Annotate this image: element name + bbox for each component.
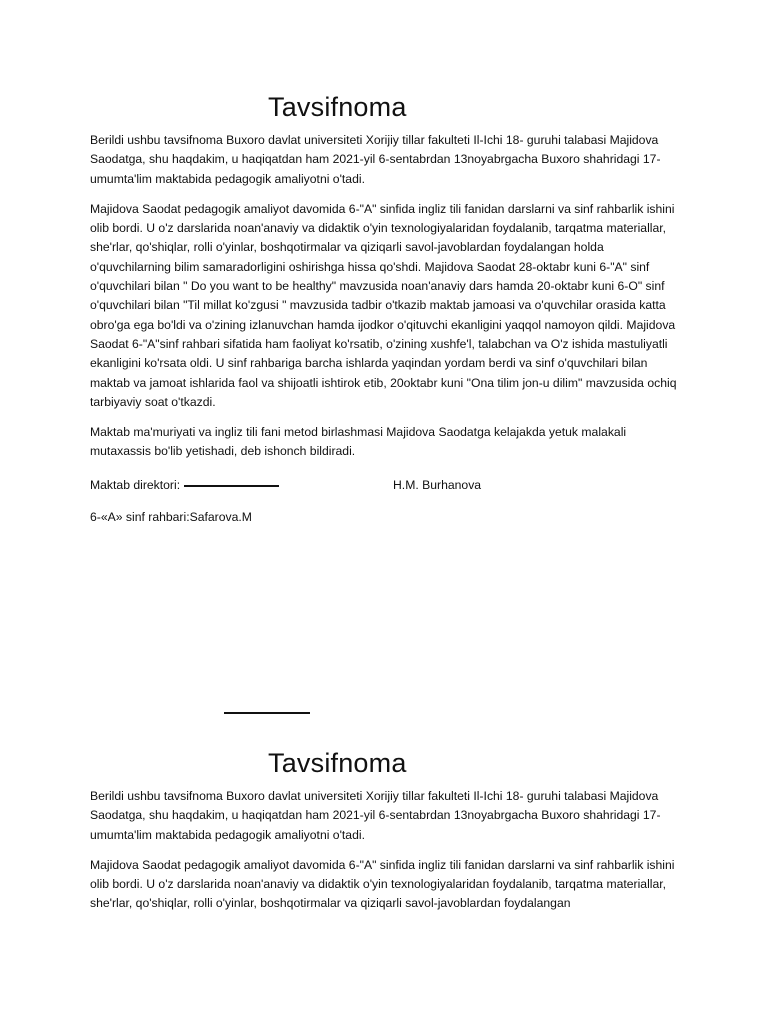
director-signature-row bbox=[90, 476, 680, 496]
document-title: Tavsifnoma bbox=[268, 748, 407, 778]
director-name: H.M. Burhanova bbox=[393, 477, 482, 492]
paragraph-conclusion: Maktab ma'muriyati va ingliz tili fani metod birlashmasi Majidova Saodatga kelajakda yetuk malakali mutaxassis bo'lib yetishadi, deb ishonch bildiradi. bbox=[90, 425, 627, 459]
signature-line bbox=[184, 485, 279, 487]
divider-line bbox=[224, 712, 310, 714]
director-label: Maktab direktori: bbox=[90, 477, 181, 492]
paragraph-body: Majidova Saodat pedagogik amaliyot davomida 6-"A" sinfida ingliz tili fanidan darslarni va sinf rahbarlik ishini olib bordi. U o'z darslarida noan'anaviy va didaktik o'yin texnologiyalaridan foydalanib, tarqatma materiallar, she'rlar, qo'shiqlar, rolli o'yinlar, boshqotirmalar va qiziqarli savol-javoblardan foydalangan bbox=[90, 857, 675, 911]
paragraph-body: Majidova Saodat pedagogik amaliyot davomida 6-"A" sinfida ingliz tili fanidan darslarni va sinf rahbarlik ishini olib bordi. U o'z darslarida noan'anaviy va didaktik o'yin texnologiyalaridan foydalanib, tarqatma materiallar, she'rlar, qo'shiqlar, rolli o'yinlar, boshqotirmalar va qiziqarli savol-javoblardan foydalangan holda o'quvchilarning bilim samaradorligini oshirishga hissa qo'shdi. Majidova Saodat 28-oktabr kuni 6-"A" sinf o'quvchilari bilan " Do you want to be healthy" mavzusida noan'anaviy dars hamda 20-oktabr kuni 6-O" sinf o'quvchilari bilan "Til millat ko'zgusi " mavzusida tadbir o'tkazib maktab jamoasi va o'quvchilar orasida katta obro'ga ega bo'ldi va o'zining izlanuvchan hamda ijodkor o'qituvchi ekanligini yaqqol namoyon qildi. Majidova Saodat 6-"A"sinf rahbari sifatida ham faoliyat ko'rsatib, o'zining xushfe'l, talabchan va O'z ishida mastuliyatli ekanligini ko'rsata oldi. U sinf rahbariga barcha ishlarda yaqindan yordam berdi va sinf o'quvchilari bilan maktab va jamoat ishlarida faol va shijoatli ishtirok etib, 20oktabr kuni "Ona tilim jon-u dilim" mavzusida ochiq tarbiyaviy soat o'tkazdi. bbox=[90, 201, 677, 409]
paragraph-intro: Berildi ushbu tavsifnoma Buxoro davlat universiteti Xorijiy tillar fakulteti Il-Ichi 18- guruhi talabasi Majidova Saodatga, shu haqdakim, u haqiqatdan ham 2021-yil 6-sentabrdan 13noyabrgacha Buxoro shahridagi 17- umumta'lim maktabida pedagogik amaliyotni o'tadi. bbox=[90, 789, 661, 842]
document-title: Tavsifnoma bbox=[268, 92, 407, 122]
document-page-2 bbox=[90, 748, 680, 925]
paragraph-intro: Berildi ushbu tavsifnoma Buxoro davlat universiteti Xorijiy tillar fakulteti Il-Ichi 18- guruhi talabasi Majidova Saodatga, shu haqdakim, u haqiqatdan ham 2021-yil 6-sentabrdan 13noyabrgacha Buxoro shahridagi 17- umumta'lim maktabida pedagogik amaliyotni o'tadi. bbox=[90, 133, 661, 186]
class-head-line: 6-«A» sinf rahbari:Safarova.M bbox=[90, 509, 252, 524]
document-page-1 bbox=[90, 92, 680, 527]
